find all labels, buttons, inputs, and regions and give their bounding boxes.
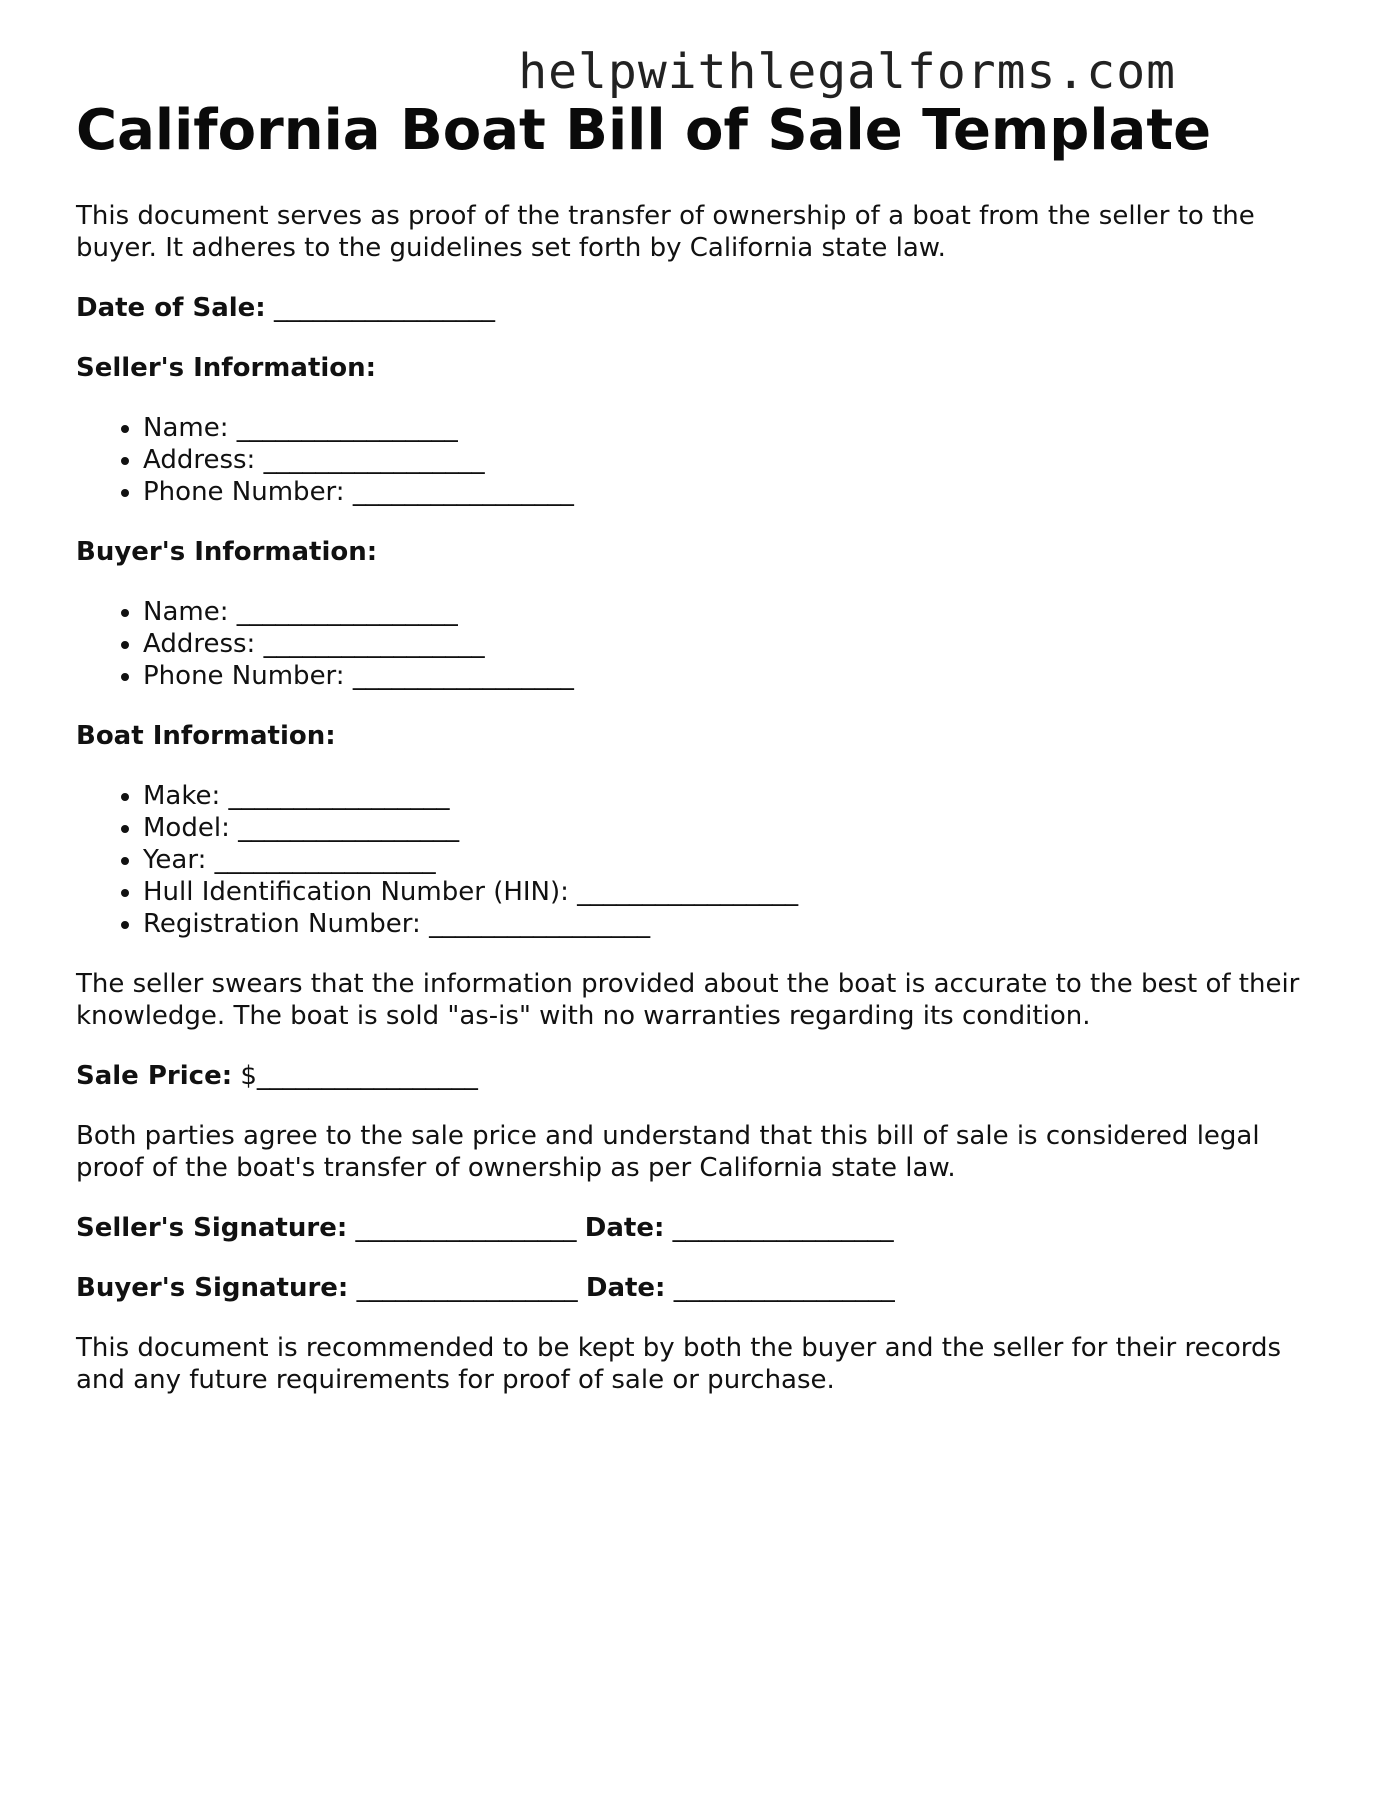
intro-paragraph: This document serves as proof of the transfer of ownership of a boat from the seller to the buyer. It adheres to the guidelines set forth by California state law. [76, 201, 1255, 263]
list-item [143, 412, 1316, 444]
buyer-signature-line [76, 1272, 1316, 1304]
date-of-sale-label: Date of Sale: [76, 293, 266, 323]
buyer-address-blank: _________________ [263, 629, 485, 659]
seller-address-blank: _________________ [263, 445, 485, 475]
boat-info-list [76, 780, 1316, 940]
seller-date-label: Date: [584, 1213, 665, 1243]
date-of-sale-field [76, 292, 1316, 324]
boat-info-heading: Boat Information: [76, 721, 336, 751]
buyer-date-blank: _________________ [673, 1273, 895, 1303]
sale-price-label: Sale Price: [76, 1061, 233, 1091]
date-of-sale-blank: _________________ [273, 293, 495, 323]
seller-signature-line [76, 1212, 1316, 1244]
seller-name-blank: _________________ [236, 413, 458, 443]
buyer-info-list [76, 596, 1316, 692]
list-item [143, 476, 1316, 508]
agreement-paragraph: Both parties agree to the sale price and understand that this bill of sale is considered legal proof of the boat's transfer of ownership as per California state law. [76, 1121, 1260, 1183]
seller-date-blank: _________________ [672, 1213, 894, 1243]
seller-phone-label: Phone Number: [143, 477, 345, 507]
buyer-name-label: Name: [143, 597, 229, 627]
site-watermark: helpwithlegalforms.com [518, 44, 1176, 100]
boat-make-label: Make: [143, 781, 221, 811]
sale-price-blank: _________________ [256, 1061, 478, 1091]
list-item [143, 844, 1316, 876]
buyer-name-blank: _________________ [236, 597, 458, 627]
seller-info-heading: Seller's Information: [76, 353, 377, 383]
list-item [143, 812, 1316, 844]
buyer-phone-blank: _________________ [352, 661, 574, 691]
list-item [143, 628, 1316, 660]
list-item [143, 596, 1316, 628]
seller-address-label: Address: [143, 445, 256, 475]
seller-phone-blank: _________________ [352, 477, 574, 507]
list-item [143, 908, 1316, 940]
seller-signature-label: Seller's Signature: [76, 1213, 348, 1243]
seller-name-label: Name: [143, 413, 229, 443]
boat-hin-blank: _________________ [577, 877, 799, 907]
sale-price-field [76, 1060, 1316, 1092]
buyer-info-heading: Buyer's Information: [76, 537, 378, 567]
buyer-phone-label: Phone Number: [143, 661, 345, 691]
boat-hin-label: Hull Identification Number (HIN): [143, 877, 569, 907]
page-title: California Boat Bill of Sale Template [76, 98, 1212, 163]
seller-signature-blank: _________________ [355, 1213, 577, 1243]
boat-registration-label: Registration Number: [143, 909, 421, 939]
boat-model-blank: _________________ [238, 813, 460, 843]
buyer-signature-blank: _________________ [356, 1273, 578, 1303]
boat-year-blank: _________________ [214, 845, 436, 875]
list-item [143, 660, 1316, 692]
buyer-address-label: Address: [143, 629, 256, 659]
buyer-date-label: Date: [585, 1273, 666, 1303]
list-item [143, 876, 1316, 908]
seller-swear-paragraph: The seller swears that the information provided about the boat is accurate to the best of their knowledge. The boat is sold "as-is" with no warranties regarding its condition. [76, 969, 1300, 1031]
buyer-signature-label: Buyer's Signature: [76, 1273, 349, 1303]
list-item [143, 444, 1316, 476]
boat-year-label: Year: [143, 845, 207, 875]
closing-paragraph: This document is recommended to be kept by both the buyer and the seller for their records and any future requirements for proof of sale or purchase. [76, 1333, 1282, 1395]
currency-symbol: $ [240, 1061, 257, 1091]
boat-make-blank: _________________ [228, 781, 450, 811]
seller-info-list [76, 412, 1316, 508]
boat-registration-blank: _________________ [429, 909, 651, 939]
list-item [143, 780, 1316, 812]
document-body [76, 96, 1316, 1396]
boat-model-label: Model: [143, 813, 230, 843]
